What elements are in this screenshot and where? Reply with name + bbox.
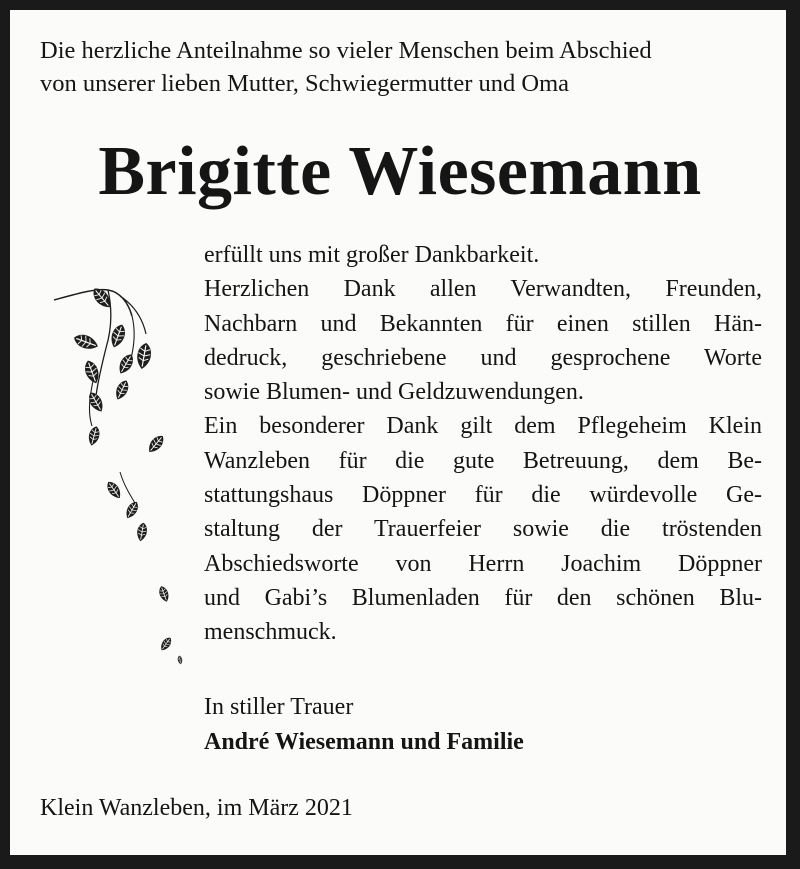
intro-line: Die herzliche Anteilnahme so vieler Menschen beim Abschied [40,37,652,64]
mourning-phrase: In stiller Trauer [204,694,354,720]
thanks-line: menschmuck. [204,619,337,646]
obituary-card [8,8,788,857]
thanks-line: und Gabi’s Blumenladen für den schönen Blu- [204,584,762,611]
intro-text [40,34,780,100]
place-date: Klein Wanzleben, im März 2021 [40,795,353,821]
thanks-line: sowie Blumen- und Geldzuwendungen. [204,379,584,406]
thanks-line: stattungshaus Döppner für die würdevolle Ge- [204,482,762,509]
thanks-line: Ein besonderer Dank gilt dem Pflegeheim Klein [204,413,762,440]
thanks-line: Wanzleben für die gute Betreuung, dem Be- [204,447,762,474]
thanks-text [204,238,762,650]
thanks-line: staltung der Trauerfeier sowie die tröstenden [204,516,762,543]
thanks-line: Nachbarn und Bekannten für einen stillen Hän- [204,310,762,337]
deceased-name: Brigitte Wiesemann [98,133,702,210]
thanks-line: Abschiedsworte von Herrn Joachim Döppner [204,550,762,577]
thanks-line: dedruck, geschriebene und gesprochene Worte [204,344,762,371]
thanks-line: Herzlichen Dank allen Verwandten, Freunden, [204,276,762,303]
signature-block [204,690,524,760]
family-signature: André Wiesemann und Familie [204,729,524,755]
intro-line: von unserer lieben Mutter, Schwiegermutter und Oma [40,70,570,97]
thanks-line: erfüllt uns mit großer Dankbarkeit. [204,242,540,268]
falling-leaves-ornament [46,276,196,676]
